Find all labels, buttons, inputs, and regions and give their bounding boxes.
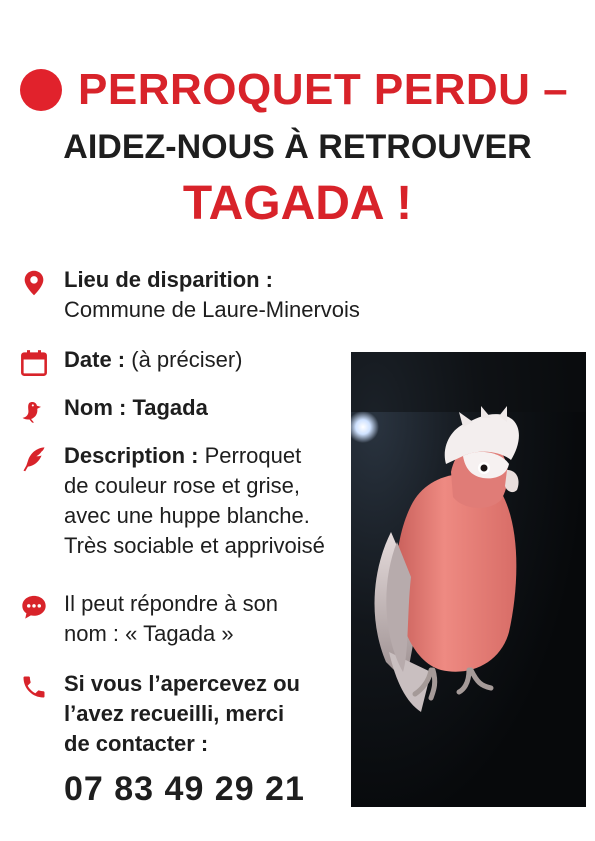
- call-name-line: nom : « Tagada »: [64, 621, 234, 646]
- chat-bubble-icon: [20, 593, 48, 621]
- date-label: Date :: [64, 347, 126, 372]
- description-value-start: Perroquet: [204, 443, 302, 468]
- red-dot-icon: [20, 69, 62, 111]
- galah-parrot-image: [351, 352, 586, 807]
- page-subtitle: AIDEZ-NOUS À RETROUVER: [63, 128, 532, 166]
- map-pin-icon: [20, 269, 48, 297]
- phone-number: 07 83 49 29 21: [64, 770, 305, 808]
- feather-icon: [20, 445, 48, 473]
- title-row: [20, 62, 590, 118]
- phone-icon: [20, 673, 48, 701]
- location-value: Commune de Laure-Minervois: [64, 297, 360, 322]
- contact-line: Si vous l’apercevez ou: [64, 671, 300, 696]
- contact-section: [20, 669, 360, 765]
- name-section: [20, 393, 360, 425]
- description-line: Très sociable et apprivoisé: [64, 533, 325, 558]
- name-label: Nom : Tagada: [64, 395, 208, 420]
- call-name-section: [20, 589, 360, 653]
- description-section: [20, 441, 380, 565]
- location-section: [20, 265, 360, 329]
- description-line: de couleur rose et grise,: [64, 473, 301, 498]
- page-title: PERROQUET PERDU –: [78, 65, 569, 114]
- contact-line: de contacter :: [64, 731, 209, 756]
- parrot-photo: [351, 352, 586, 807]
- description-line: avec une huppe blanche.: [64, 503, 310, 528]
- date-section: [20, 345, 360, 377]
- bird-icon: [20, 397, 48, 425]
- date-value: (à préciser): [131, 347, 243, 372]
- calendar-icon: [20, 349, 48, 377]
- location-label: Lieu de disparition :: [64, 267, 274, 292]
- contact-line: l’avez recueilli, merci: [64, 701, 285, 726]
- parrot-name-title: TAGADA !: [182, 177, 413, 230]
- description-label: Description :: [64, 443, 199, 468]
- call-name-line: Il peut répondre à son: [64, 591, 279, 616]
